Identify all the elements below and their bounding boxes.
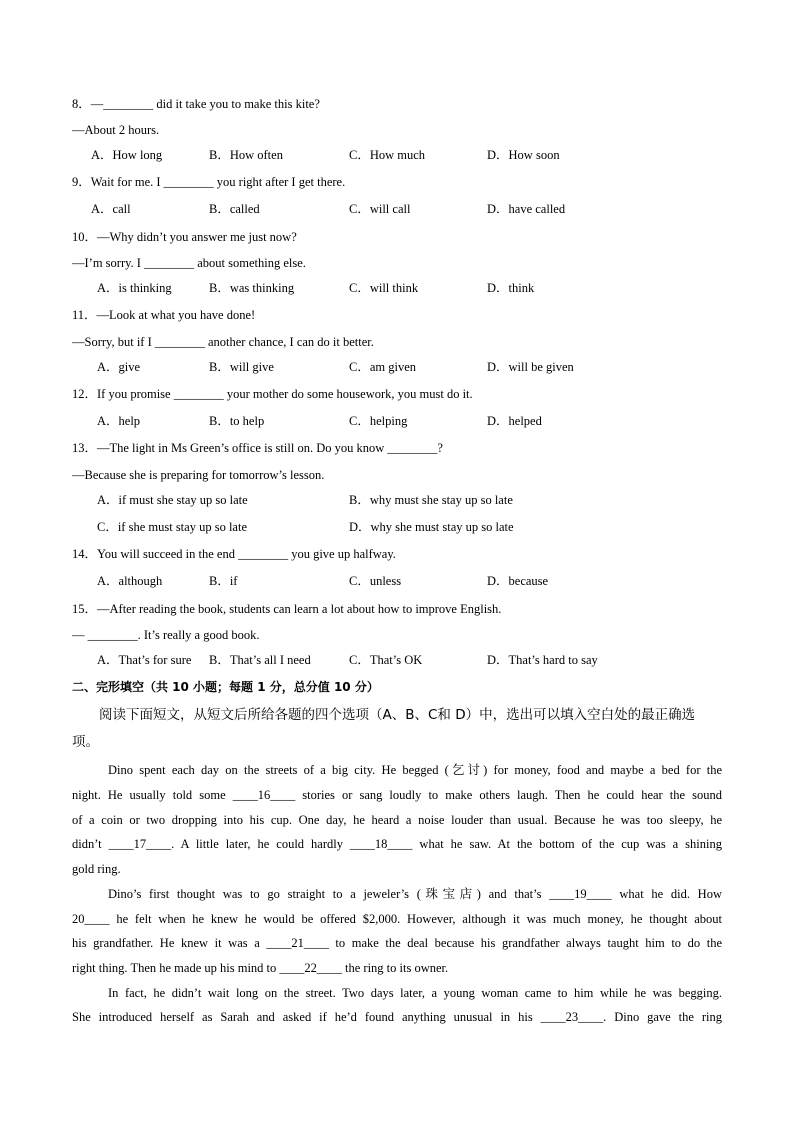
passage-line [72, 960, 722, 976]
passage-text: gold ring. [72, 862, 121, 876]
passage-line [72, 911, 722, 927]
option-a[interactable]: A．give [97, 360, 141, 374]
question-11-answer: —Sorry, but if I ________ another chance, I can do it better. [72, 335, 374, 349]
option-a[interactable]: A．help [97, 414, 141, 428]
question-10-options [0, 280, 794, 296]
passage-text: right thing. Then he made up his mind to ____22____ the ring to its owner. [72, 961, 449, 975]
option-b[interactable]: B．will give [209, 360, 274, 374]
passage-line [72, 787, 722, 803]
option-d[interactable]: D．because [487, 574, 549, 588]
option-a[interactable]: A．if must she stay up so late [97, 493, 248, 507]
question-14-options [0, 573, 794, 589]
passage-line [72, 812, 722, 828]
passage-line [108, 985, 722, 1001]
section-instruction-line2: 项。 [72, 734, 99, 750]
passage-text: night. He usually told some ____16____ stories or sang loudly to make others laugh. Then he could hear the sound [72, 788, 722, 802]
question-8-stem: 8．—________ did it take you to make this kite? [72, 97, 320, 111]
question-11-stem: 11．—Look at what you have done! [72, 308, 256, 322]
question-9-options [0, 201, 794, 217]
passage-text: 20____ he felt when he knew he would be offered $2,000. However, although it was much money, he thought about [72, 912, 722, 926]
option-c[interactable]: C．if she must stay up so late [97, 520, 247, 534]
option-a[interactable]: A．is thinking [97, 281, 172, 295]
question-15-options [0, 652, 794, 668]
option-c[interactable]: C．am given [349, 360, 417, 374]
option-b[interactable]: B．That’s all I need [209, 653, 311, 667]
option-b[interactable]: B．if [209, 574, 238, 588]
option-b[interactable]: B．to help [209, 414, 265, 428]
section-instruction-line1: 阅读下面短文，从短文后所给各题的四个选项（A、B、C和 D）中，选出可以填入空白处的最正确选 [99, 707, 696, 723]
option-b[interactable]: B．was thinking [209, 281, 295, 295]
question-13-stem: 13．—The light in Ms Green’s office is still on. Do you know ________? [72, 441, 443, 455]
option-d[interactable]: D．That’s hard to say [487, 653, 598, 667]
passage-text: She introduced herself as Sarah and asked if he’d found anything unusual in his ____23____. Dino gave the ring [72, 1010, 722, 1024]
option-c[interactable]: C．will call [349, 202, 411, 216]
passage-text: Dino’s first thought was to go straight to a jeweler’s (珠宝店) and that’s ____19____ what he did. How [108, 887, 722, 901]
question-8-answer: —About 2 hours. [72, 123, 160, 137]
option-a[interactable]: A．How long [91, 148, 163, 162]
question-12-options [0, 413, 794, 429]
passage-text: Dino spent each day on the streets of a big city. He begged (乞讨) for money, food and maybe a bed for the [108, 763, 722, 777]
option-c[interactable]: C．How much [349, 148, 426, 162]
option-b[interactable]: B．How often [209, 148, 283, 162]
option-c[interactable]: C．That’s OK [349, 653, 423, 667]
option-d[interactable]: D．How soon [487, 148, 560, 162]
section-heading: 二、完形填空（共 10 小题；每题 1 分，总分值 10 分） [72, 680, 379, 694]
question-12-stem: 12．If you promise ________ your mother do some housework, you must do it. [72, 387, 473, 401]
option-c[interactable]: C．helping [349, 414, 408, 428]
passage-text: didn’t ____17____. A little later, he could hardly ____18____ what he saw. At the bottom of the cup was a shining [72, 837, 722, 851]
passage-line [72, 836, 722, 852]
option-a[interactable]: A．That’s for sure [97, 653, 192, 667]
option-d[interactable]: D．have called [487, 202, 566, 216]
question-15-answer: — ________. It’s really a good book. [72, 628, 260, 642]
question-13-options-row1 [0, 492, 794, 508]
option-d[interactable]: D．will be given [487, 360, 574, 374]
option-a[interactable]: A．call [91, 202, 131, 216]
option-b[interactable]: B．why must she stay up so late [349, 493, 513, 507]
passage-text: his grandfather. He knew it was a ____21____ to make the deal because his grandfather always taught him to do the [72, 936, 722, 950]
question-11-options [0, 359, 794, 375]
option-d[interactable]: D．why she must stay up so late [349, 520, 514, 534]
question-15-stem: 15．—After reading the book, students can learn a lot about how to improve English. [72, 602, 502, 616]
passage-line [72, 935, 722, 951]
passage-line [108, 762, 722, 778]
passage-line [108, 886, 722, 902]
passage-line [72, 1009, 722, 1025]
option-c[interactable]: C．will think [349, 281, 419, 295]
option-d[interactable]: D．helped [487, 414, 542, 428]
option-a[interactable]: A．although [97, 574, 163, 588]
passage-text: of a coin or two dropping into his cup. One day, he heard a noise louder than usual. Because he was too sleepy, he [72, 813, 722, 827]
passage-text: In fact, he didn’t wait long on the street. Two days later, a young woman came to him while he was begging. [108, 986, 722, 1000]
question-9-stem: 9．Wait for me. I ________ you right after I get there. [72, 175, 346, 189]
question-8-options [0, 147, 794, 163]
question-13-answer: —Because she is preparing for tomorrow’s lesson. [72, 468, 325, 482]
question-10-answer: —I’m sorry. I ________ about something else. [72, 256, 306, 270]
passage-line [72, 861, 722, 877]
option-c[interactable]: C．unless [349, 574, 402, 588]
question-13-options-row2 [0, 519, 794, 535]
option-b[interactable]: B．called [209, 202, 260, 216]
question-10-stem: 10．—Why didn’t you answer me just now? [72, 230, 297, 244]
option-d[interactable]: D．think [487, 281, 535, 295]
question-14-stem: 14．You will succeed in the end ________ you give up halfway. [72, 547, 396, 561]
